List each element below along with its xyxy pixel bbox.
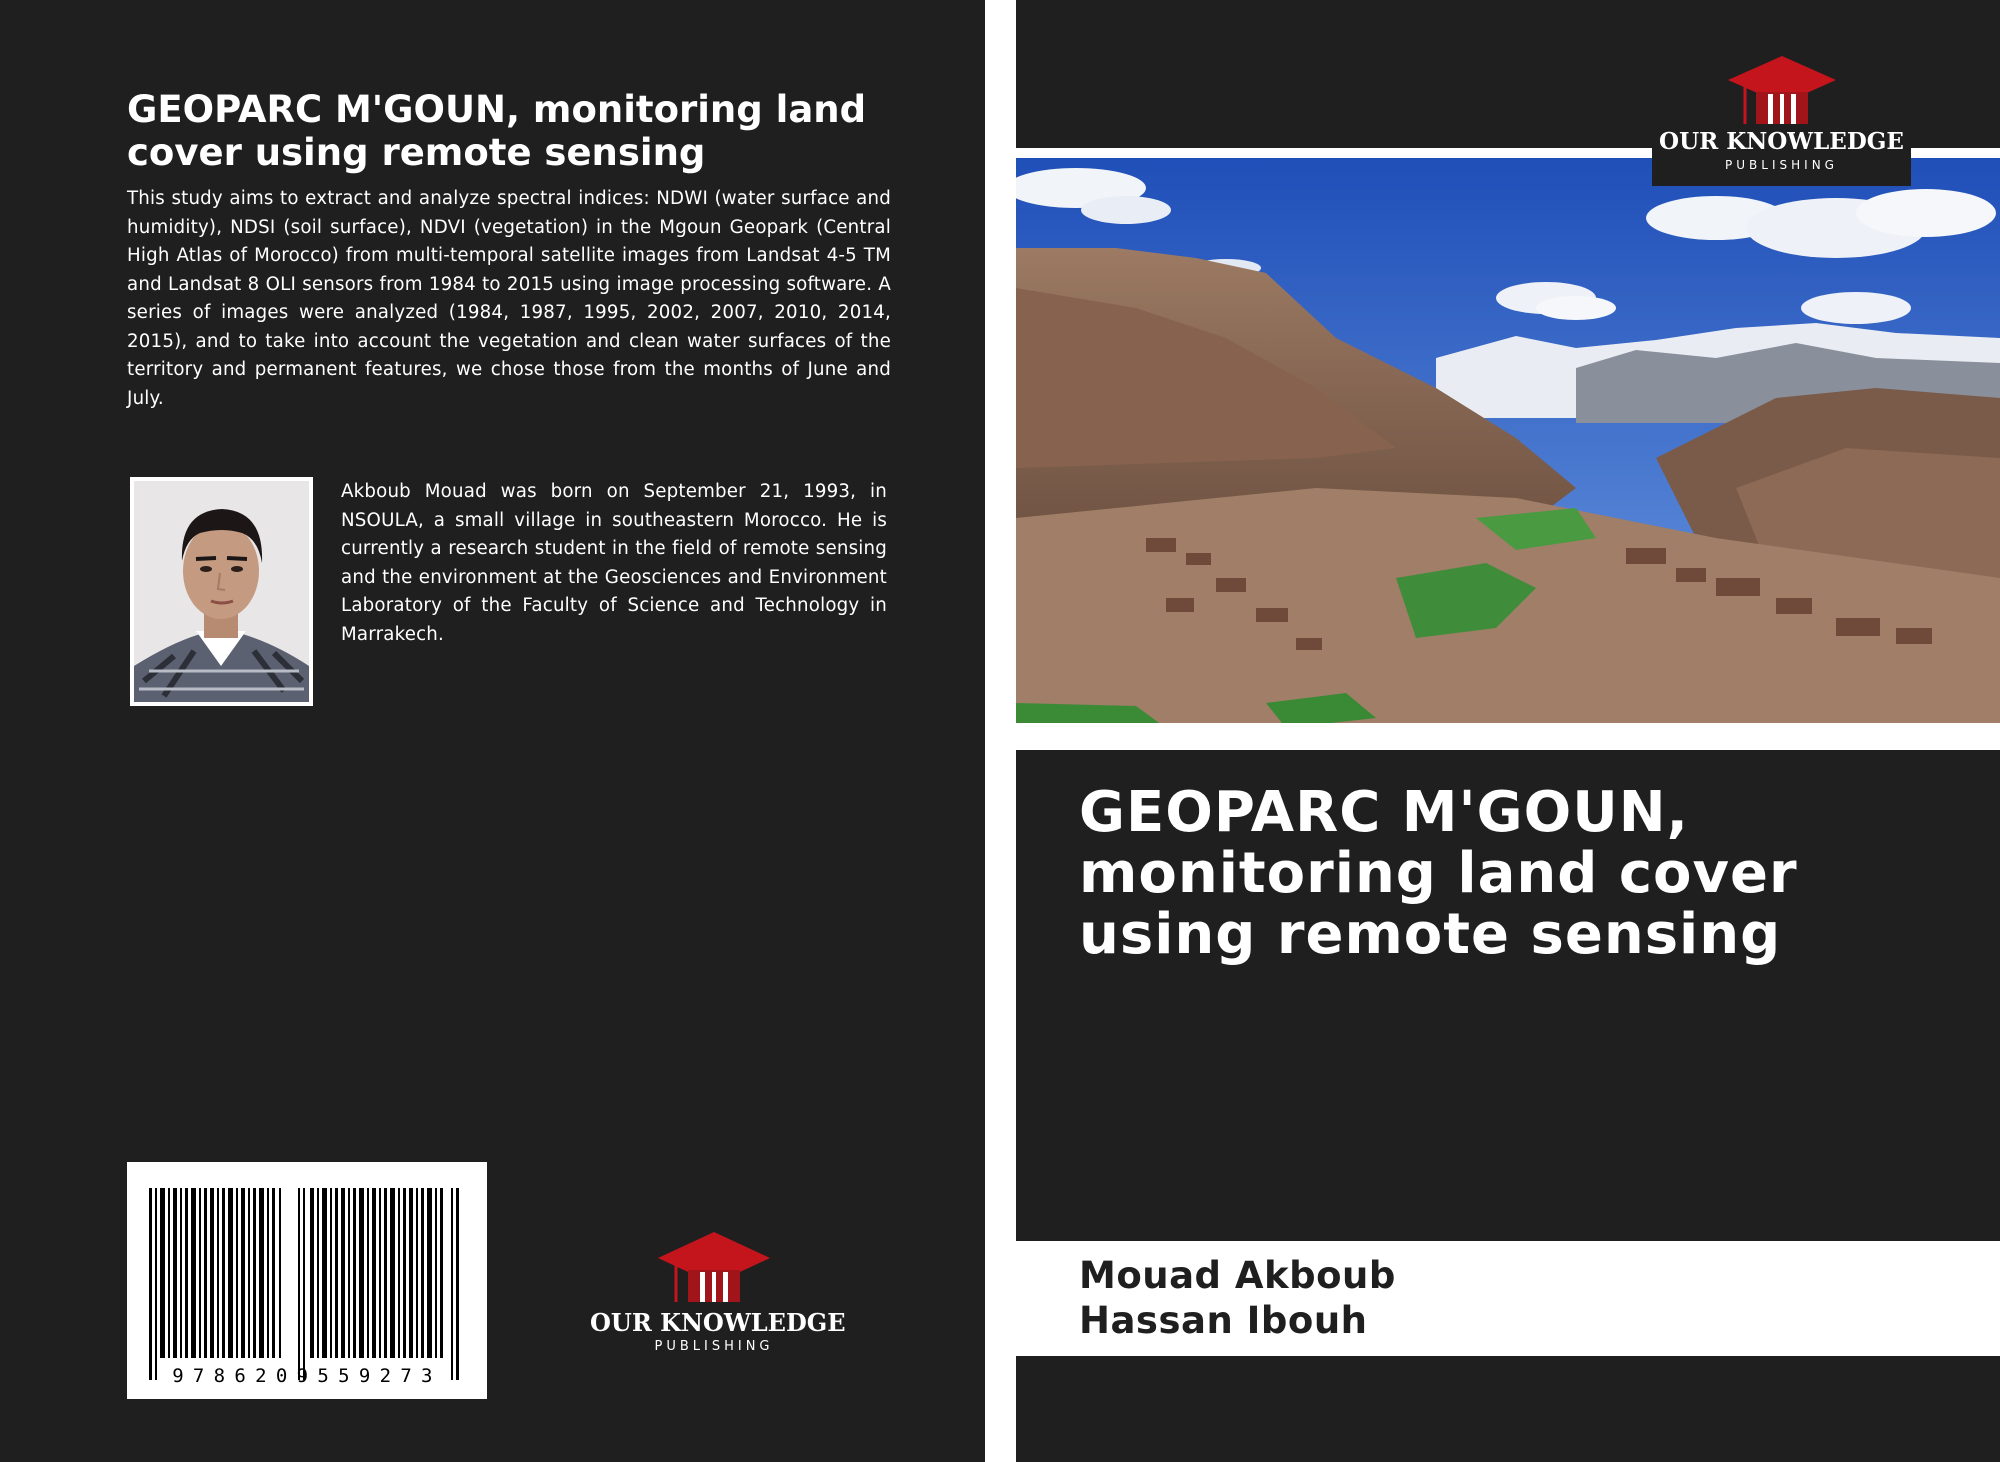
back-publisher-logo bbox=[590, 1230, 846, 1360]
spine bbox=[985, 0, 1016, 1462]
author-name-1: Mouad Akboub bbox=[1079, 1254, 1396, 1297]
back-cover-title: GEOPARC M'GOUN, monitoring land cover using remote sensing bbox=[127, 88, 867, 174]
isbn-barcode bbox=[127, 1162, 487, 1399]
front-cover-photo bbox=[1016, 148, 2000, 740]
front-publisher-logo bbox=[1652, 50, 1911, 186]
back-logo-name: OUR KNOWLEDGE bbox=[590, 1308, 846, 1337]
front-cover-title: GEOPARC M'GOUN, monitoring land cover using remote sensing bbox=[1079, 780, 1798, 967]
author-photo bbox=[130, 477, 313, 706]
mortarboard-icon bbox=[590, 1230, 838, 1310]
isbn-digits: 9786209559273 bbox=[172, 1365, 442, 1387]
back-logo-sub: PUBLISHING bbox=[654, 1339, 774, 1354]
front-logo-name: OUR KNOWLEDGE bbox=[1659, 128, 1904, 155]
front-logo-sub: PUBLISHING bbox=[1725, 158, 1838, 172]
author-name-2: Hassan Ibouh bbox=[1079, 1299, 1368, 1342]
mountain-landscape-image bbox=[1016, 158, 2000, 750]
mortarboard-icon bbox=[1652, 50, 1911, 140]
barcode-bars bbox=[127, 1162, 487, 1399]
author-bio: Akboub Mouad was born on September 21, 1993, in NSOULA, a small village in southeastern Morocco. He is currently a research student in the field of remote sensing and the environment at the Geosciences and Environment Laboratory of the Faculty of Science and Technology in Marrakech. bbox=[341, 481, 887, 645]
author-portrait-image bbox=[134, 481, 309, 702]
back-cover bbox=[0, 0, 985, 1462]
authors-band bbox=[1016, 1241, 2000, 1356]
abstract-text: This study aims to extract and analyze spectral indices: NDWI (water surface and humidity), NDSI (soil surface), NDVI (vegetation) in the Mgoun Geopark (Central High Atlas of Morocco) from multi-temporal satellite images from Landsat 4-5 TM and Landsat 8 OLI sensors from 1984 to 2015 using image processing software. A series of images were analyzed (1984, 1987, 1995, 2002, 2007, 2010, 2014, 2015), and to take into account the vegetation and clean water surfaces of the territory and permanent features, we chose those from the months of June and July. bbox=[127, 188, 891, 409]
